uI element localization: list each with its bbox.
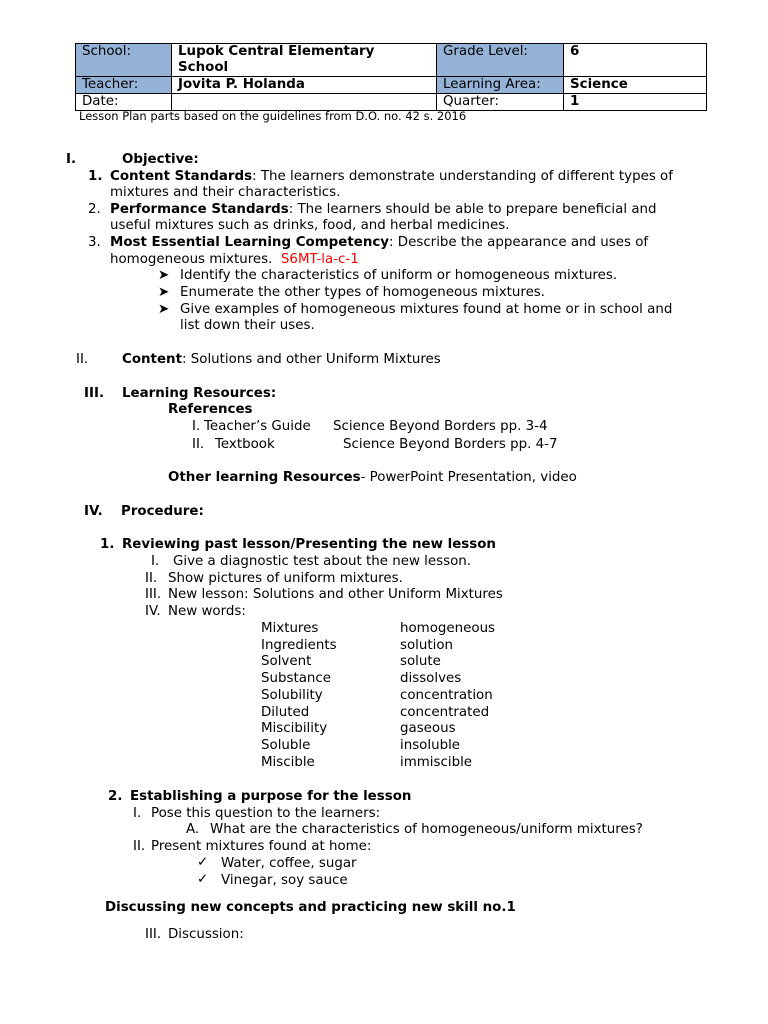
resources-numeral: III. (84, 386, 105, 401)
header-table (75, 43, 707, 111)
step1-item: Show pictures of uniform mixtures. (168, 571, 403, 586)
item-number: 2. (88, 202, 101, 217)
ref-detail: Science Beyond Borders pp. 4-7 (343, 437, 558, 452)
vocab-word: solution (400, 637, 454, 653)
procedure-title: Procedure: (121, 504, 204, 519)
vocab-word: concentration (400, 687, 493, 703)
content-standards-cont: mixtures and their characteristics. (110, 185, 341, 200)
melc: Most Essential Learning Competency: Describe the appearance and uses of (110, 235, 649, 250)
step1-item-number: IV. (145, 604, 161, 619)
step2-item: Present mixtures found at home: (151, 839, 372, 854)
other-resources: Other learning Resources- PowerPoint Presentation, video (168, 470, 577, 485)
discussion-label: Discussion: (168, 927, 244, 942)
mixture-example: Vinegar, soy sauce (221, 873, 348, 888)
area-value: Science (564, 77, 707, 94)
step1-item-number: I. (151, 554, 160, 569)
vocab-word: Substance (261, 671, 332, 687)
checkmark-icon: ✓ (197, 872, 209, 887)
step1-item-number: II. (145, 571, 158, 586)
arrow-bullet-icon: ➤ (158, 285, 170, 300)
school-label: School: (76, 44, 172, 77)
teacher-value: Jovita P. Holanda (172, 77, 437, 94)
grade-value: 6 (564, 44, 707, 77)
step2-title: Establishing a purpose for the lesson (130, 789, 412, 804)
references-title: References (168, 402, 253, 417)
ref-name: Teacher’s Guide (204, 419, 311, 434)
vocabulary-right-column (400, 621, 495, 771)
vocab-word: Solubility (261, 687, 323, 703)
vocab-word: Miscible (261, 754, 315, 770)
vocab-word: Ingredients (261, 637, 337, 653)
vocab-word: insoluble (400, 737, 461, 753)
performance-standards: Performance Standards: The learners should be able to prepare beneficial and (110, 202, 657, 217)
step2-item: Pose this question to the learners: (151, 806, 381, 821)
vocab-word: Solvent (261, 654, 312, 670)
date-label: Date: (76, 94, 172, 111)
discussion-number: III. (145, 927, 162, 942)
vocab-word: dissolves (400, 671, 462, 687)
step1-item: Give a diagnostic test about the new lesson. (173, 554, 472, 569)
step2-subitem-letter: A. (186, 822, 200, 837)
step2-question: What are the characteristics of homogeneous/uniform mixtures? (210, 822, 643, 837)
grade-label: Grade Level: (437, 44, 564, 77)
item-number: 1. (88, 169, 103, 184)
vocab-word: gaseous (400, 721, 456, 737)
procedure-numeral: IV. (84, 504, 103, 519)
arrow-bullet-icon: ➤ (158, 302, 170, 317)
step1-item: New lesson: Solutions and other Uniform Mixtures (168, 587, 503, 602)
content-numeral: II. (76, 352, 89, 367)
ref-number: II. (192, 437, 205, 452)
competency-code: S6MT-la-c-1 (280, 252, 359, 267)
content-line: Content: Solutions and other Uniform Mixtures (122, 352, 441, 367)
performance-standards-cont: useful mixtures such as drinks, food, and herbal medicines. (110, 218, 510, 233)
mixture-example: Water, coffee, sugar (221, 856, 357, 871)
vocab-word: Diluted (261, 704, 310, 720)
step3-title: Discussing new concepts and practicing new skill no.1 (105, 900, 516, 915)
objective-numeral: I. (66, 152, 77, 167)
step2-item-number: II. (133, 839, 146, 854)
objective-bullet: Enumerate the other types of homogeneous mixtures. (180, 285, 546, 300)
step-number: 1. (100, 537, 115, 552)
ref-number: I. (192, 419, 201, 434)
vocab-word: solute (400, 654, 441, 670)
objective-bullet: Give examples of homogeneous mixtures found at home or in school and (180, 302, 673, 317)
objective-bullet-cont: list down their uses. (180, 318, 315, 333)
school-value: Lupok Central Elementary School (172, 44, 437, 77)
ref-name: Textbook (215, 437, 275, 452)
arrow-bullet-icon: ➤ (158, 268, 170, 283)
quarter-value: 1 (564, 94, 707, 111)
step-number: 2. (108, 789, 123, 804)
ref-detail: Science Beyond Borders pp. 3-4 (333, 419, 548, 434)
vocab-word: Soluble (261, 737, 311, 753)
teacher-label: Teacher: (76, 77, 172, 94)
resources-title: Learning Resources: (122, 386, 277, 401)
area-label: Learning Area: (437, 77, 564, 94)
objective-title: Objective: (122, 152, 199, 167)
vocab-word: Miscibility (261, 721, 328, 737)
vocab-word: homogeneous (400, 621, 496, 636)
melc-cont: homogeneous mixtures. S6MT-la-c-1 (110, 252, 359, 267)
objective-bullet: Identify the characteristics of uniform or homogeneous mixtures. (180, 268, 618, 283)
content-standards: Content Standards: The learners demonstrate understanding of different types of (110, 169, 673, 184)
checkmark-icon: ✓ (197, 855, 209, 870)
step2-item-number: I. (133, 806, 142, 821)
quarter-label: Quarter: (437, 94, 564, 111)
item-number: 3. (88, 235, 101, 250)
vocab-word: Mixtures (261, 621, 319, 636)
step1-item: New words: (168, 604, 246, 619)
vocab-word: immiscible (400, 754, 473, 770)
step1-item-number: III. (145, 587, 162, 602)
vocab-word: concentrated (400, 704, 490, 720)
step1-title: Reviewing past lesson/Presenting the new lesson (122, 537, 496, 552)
guideline-note: Lesson Plan parts based on the guidelines from D.O. no. 42 s. 2016 (79, 109, 467, 123)
vocabulary-left-column (261, 621, 337, 771)
